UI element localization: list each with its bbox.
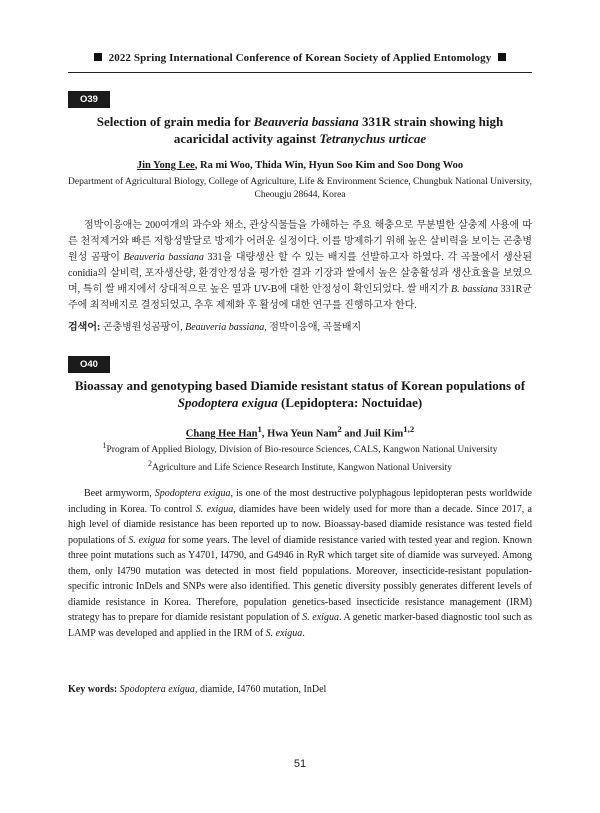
square-bullet-icon: [94, 53, 102, 61]
presenting-author: Jin Yong Lee: [136, 160, 195, 171]
abstract-title: Bioassay and genotyping based Diamide resistant status of Korean populations of Spodoptera exigua (Lepidoptera: Noctuidae): [74, 378, 526, 410]
author-list: Jin Yong Lee, Ra mi Woo, Thida Win, Hyun Soo Kim and Soo Dong Woo: [136, 160, 464, 171]
abstract-body: 점박이응애는 200여개의 과수와 채소, 관상식물들을 가해하는 주요 해충으로 무분별한 살충제 사용에 따른 천적제거와 빠른 저항성발달로 방제가 어려운 실정이다. 이를 방제하기 위해 높은 살비력을 보이는 곤충병원성 곰팡이 Beauveria bassiana 331을 대량생산 할 수 있는 배지를 선발하고자 하였다. 각 곡물에서 생산된 conidia의 살비력, 포자생산량, 환경안정성을 평가한 결과 기장과 쌀에서 높은 살충활성과 생산효율을 보였으며, 특히 쌀 배지에서 상대적으로 높은 열과 UV-B에 대한 안정성이 확인되었다. 쌀 배지가 B. bassiana 331R균주에 최적배지로 결정되었고, 추후 제제화 후 활성에 대한 연구를 진행하고자 한다.: [68, 220, 532, 311]
affiliation: Department of Agricultural Biology, College of Agriculture, Life & Environment Science, Chungbuk National University, Cheougju 28644, Korea: [68, 177, 532, 200]
abstract-id-badge: O40: [68, 356, 110, 373]
abstract-body: Beet armyworm, Spodoptera exigua, is one of the most destructive polyphagous lepidopteran pests worldwide including in Korea. To control S. exigua, diamides have been widely used for more than a decade. Since 2017, a high level of diamide resistance has been reported up to now. Bioassay-based diamide resistance was tested field populations of S. exigua for some years. The level of diamide resistance varied with tested year and region. Known three point mutations such as Y4701, I4790, and G4946 in RyR which target site of diamide was surveyed. Among them, only I4790 mutation was detected in most field populations. Moreover, insecticide-resistant population-specific intronic InDels and SNPs were also identified. This genetic diversity possibly generates different levels of diamide resistance in Korea. Therefore, population genetics-based insecticide resistance management (IRM) strategy has to prepare for diamide resistant population of S. exigua. A genetic marker-based diagnostic tool such as LAMP was developed and applied in the IRM of S. exigua.: [68, 488, 533, 639]
page-number: 51: [293, 758, 307, 770]
conference-header: [0, 52, 600, 64]
conference-title: 2022 Spring International Conference of Korean Society of Applied Entomology: [108, 52, 492, 64]
affiliation: $^1$Program of Applied Biology, Division of Bio-resource Sciences, CALS, Kangwon National University $^2$Agriculture and Life Science Research Institute, Kangwon National University: [102, 441, 498, 474]
author-list: Chang Hee Han$^1$, Hwa Yeun Nam$^2$ and Juil Kim$^{1,2}$: [185, 424, 415, 440]
presenting-author: Chang Hee Han: [185, 428, 258, 440]
abstract-title: Selection of grain media for Beauveria bassiana 331R strain showing high acaricidal activity against Tetranychus urticae: [96, 114, 504, 146]
keywords: 검색어: 곤충병원성곰팡이, Beauveria bassiana, 점박이응애, 곡물배지: [68, 322, 362, 333]
abstract-id-badge: O39: [68, 91, 110, 108]
header-rule: [68, 72, 532, 73]
square-bullet-icon: [498, 53, 506, 61]
keywords: Key words: Spodoptera exigua, diamide, I4760 mutation, InDel: [68, 684, 327, 695]
